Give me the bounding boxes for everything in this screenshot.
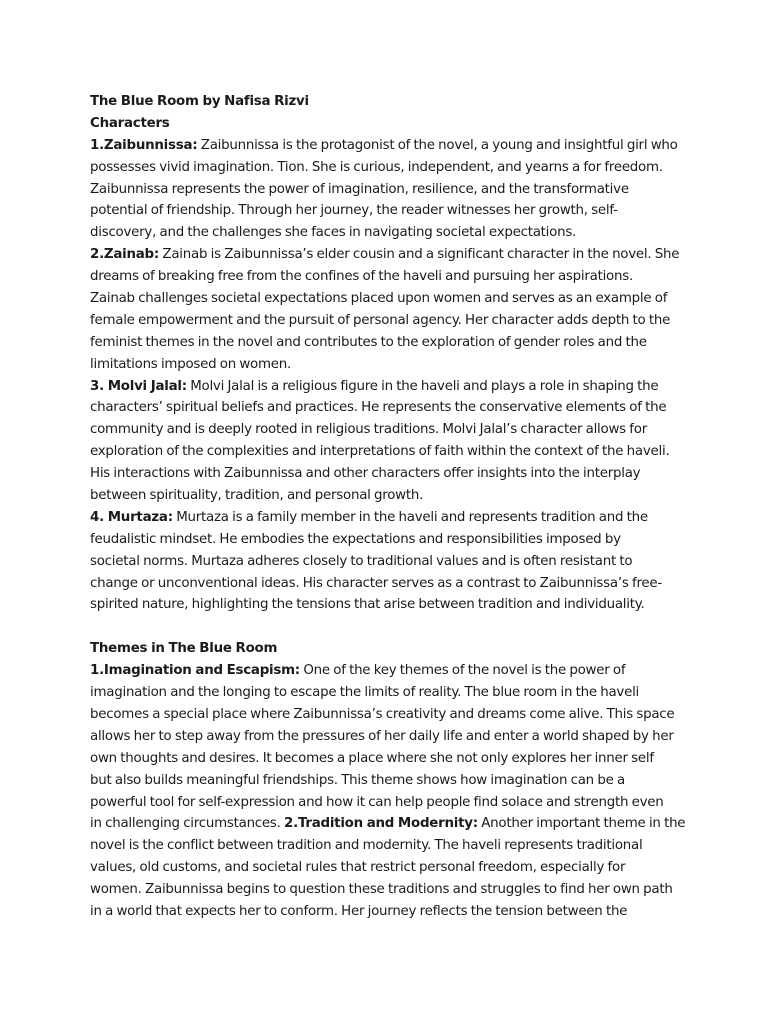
theme-mixed-line <box>90 813 686 835</box>
theme-text-line: imagination and the longing to escape the limits of reality. The blue room in the haveli <box>90 685 640 701</box>
character-text: Murtaza is a family member in the haveli and represents tradition and the <box>172 509 648 525</box>
document-title: The Blue Room by Nafisa Rizvi <box>90 94 309 109</box>
theme-text: in challenging circumstances. <box>90 816 285 832</box>
character-entry-zainab <box>90 244 680 375</box>
theme-title-imagination: 1.Imagination and Escapism: <box>90 663 300 679</box>
character-text-line: feminist themes in the novel and contributes to the exploration of gender roles and the <box>90 334 647 350</box>
character-first-line <box>90 507 680 529</box>
theme-text-line: women. Zaibunnissa begins to question these traditions and struggles to find her own path <box>90 882 673 898</box>
character-first-line <box>90 376 680 398</box>
character-name: 1.Zaibunnissa: <box>90 137 198 153</box>
character-text-line: limitations imposed on women. <box>90 356 292 372</box>
theme-text-line: but also builds meaningful friendships. This theme shows how imagination can be a <box>90 772 625 788</box>
theme-text-line: own thoughts and desires. It becomes a place where she not only explores her inner self <box>90 750 654 766</box>
theme-text-line: becomes a special place where Zaibunnissa’s creativity and dreams come alive. This space <box>90 706 675 722</box>
character-text-line: feudalistic mindset. He embodies the expectations and responsibilities imposed by <box>90 531 621 547</box>
character-entry-murtaza <box>90 507 680 616</box>
theme-text-line: novel is the conflict between tradition and modernity. The haveli represents traditional <box>90 838 643 854</box>
character-text-line: characters’ spiritual beliefs and practices. He represents the conservative elements of the <box>90 400 667 416</box>
character-text-line: community and is deeply rooted in religious traditions. Molvi Jalal’s character allows for <box>90 422 647 438</box>
theme-title-tradition: 2.Tradition and Modernity: <box>284 816 478 832</box>
character-text-line: Zaibunnissa represents the power of imagination, resilience, and the transformative <box>90 181 629 197</box>
character-entry-zaibunnissa <box>90 135 680 244</box>
character-name: 2.Zainab: <box>90 247 159 263</box>
theme-text-line: powerful tool for self-expression and how it can help people find solace and strength even <box>90 794 664 810</box>
character-text-line: between spirituality, tradition, and personal growth. <box>90 488 424 504</box>
character-text-line: His interactions with Zaibunnissa and other characters offer insights into the interplay <box>90 466 641 482</box>
character-text-line: exploration of the complexities and interpretations of faith within the context of the haveli. <box>90 444 670 460</box>
character-text: Zaibunnissa is the protagonist of the novel, a young and insightful girl who <box>197 137 678 153</box>
character-first-line <box>90 135 680 157</box>
character-text-line: spirited nature, highlighting the tensions that arise between tradition and individuality. <box>90 597 645 613</box>
theme-first-line <box>90 660 680 682</box>
character-first-line <box>90 244 680 266</box>
theme-text-line: in a world that expects her to conform. Her journey reflects the tension between the <box>90 903 628 919</box>
theme-text-line: allows her to step away from the pressures of her daily life and enter a world shaped by her <box>90 728 674 744</box>
themes-heading: Themes in The Blue Room <box>90 641 278 657</box>
character-text-line: societal norms. Murtaza adheres closely to traditional values and is often resistant to <box>90 553 633 569</box>
character-text-line: change or unconventional ideas. His character serves as a contrast to Zaibunnissa’s free- <box>90 575 662 591</box>
character-name: 3. Molvi Jalal: <box>90 378 187 394</box>
character-text-line: Zainab challenges societal expectations placed upon women and serves as an example of <box>90 291 668 307</box>
characters-heading: Characters <box>90 115 170 131</box>
paragraph-spacer <box>90 616 680 638</box>
character-text-line: possesses vivid imagination. Tion. She is curious, independent, and yearns a for freedom. <box>90 159 663 175</box>
character-name: 4. Murtaza: <box>90 509 173 525</box>
themes-paragraph <box>90 660 686 923</box>
theme-text: One of the key themes of the novel is the power of <box>299 663 626 679</box>
character-text-line: potential of friendship. Through her journey, the reader witnesses her growth, self- <box>90 203 618 219</box>
character-text-line: discovery, and the challenges she faces in navigating societal expectations. <box>90 225 577 241</box>
character-text: Zainab is Zaibunnissa’s elder cousin and a significant character in the novel. She <box>159 247 680 263</box>
character-text: Molvi Jalal is a religious figure in the haveli and plays a role in shaping the <box>186 378 659 394</box>
character-text-line: dreams of breaking free from the confines of the haveli and pursuing her aspirations. <box>90 269 633 285</box>
theme-text: Another important theme in the <box>477 816 686 832</box>
document-page <box>90 91 686 923</box>
character-text-line: female empowerment and the pursuit of personal agency. Her character adds depth to the <box>90 312 671 328</box>
theme-text-line: values, old customs, and societal rules that restrict personal freedom, especially for <box>90 860 626 876</box>
character-entry-molvi-jalal <box>90 376 680 507</box>
